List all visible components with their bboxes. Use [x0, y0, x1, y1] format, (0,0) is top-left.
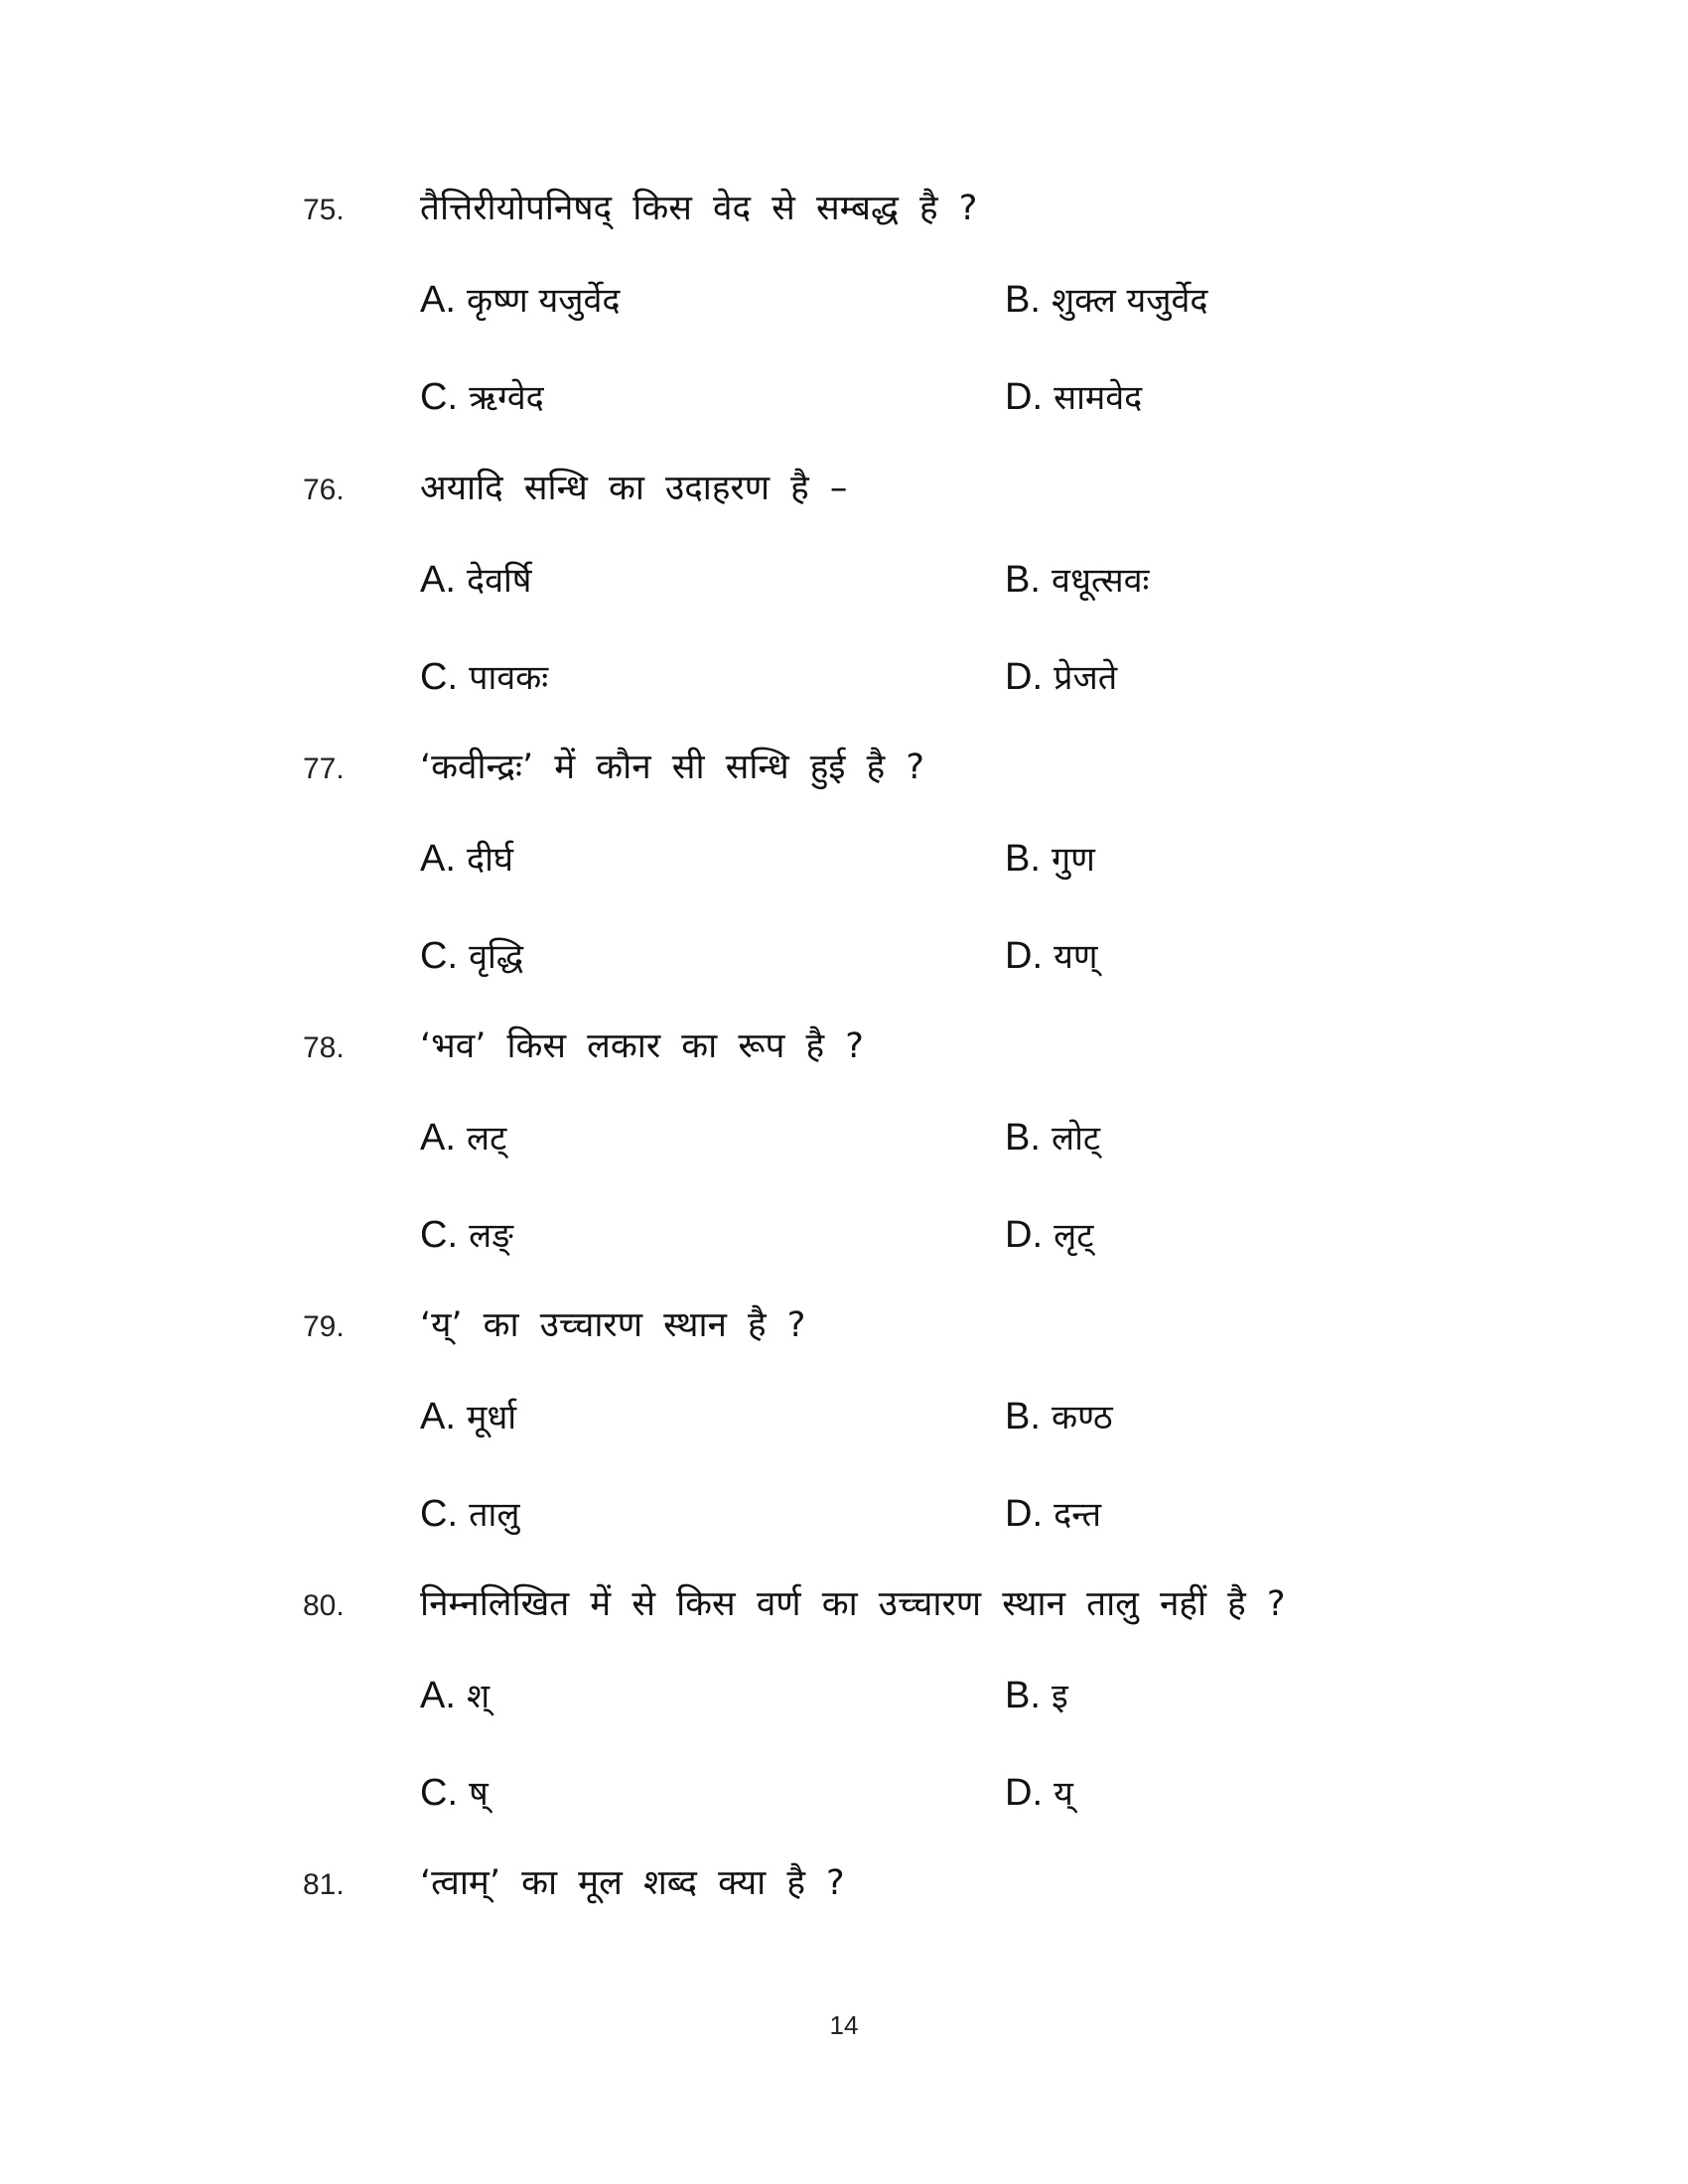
option-d	[1005, 651, 1117, 704]
option-b	[1005, 833, 1095, 886]
option-c	[420, 371, 544, 424]
option-text: श्	[467, 1677, 491, 1716]
option-c	[420, 1209, 513, 1262]
option-b	[1005, 1391, 1113, 1443]
option-letter: B.	[1005, 1117, 1041, 1159]
option-b	[1005, 274, 1207, 327]
option-a	[420, 833, 513, 886]
option-a	[420, 554, 531, 607]
option-text: य्	[1054, 1774, 1073, 1814]
question-number: 77.	[303, 752, 345, 785]
option-text: दन्त	[1054, 1495, 1102, 1535]
option-letter: C.	[420, 1772, 458, 1814]
option-c	[420, 1767, 489, 1820]
option-a	[420, 1112, 506, 1164]
question-text: ‘भव’ किस लकार का रूप है ?	[420, 1026, 864, 1066]
question-number: 81.	[303, 1868, 345, 1901]
option-a	[420, 1391, 516, 1443]
option-letter: C.	[420, 1493, 458, 1535]
option-text: यण्	[1054, 937, 1098, 977]
option-text: गुण	[1052, 840, 1095, 880]
option-letter: C.	[420, 376, 458, 418]
option-b	[1005, 1112, 1100, 1164]
option-d	[1005, 1209, 1093, 1262]
option-a	[420, 274, 620, 327]
option-text: देवर्षि	[467, 561, 532, 601]
option-letter: D.	[1005, 1493, 1043, 1535]
option-text: लोट्	[1052, 1119, 1101, 1159]
option-c	[420, 651, 548, 704]
option-text: दीर्घ	[467, 840, 514, 880]
option-d	[1005, 1767, 1073, 1820]
option-b	[1005, 1670, 1068, 1722]
option-text: लृट्	[1054, 1216, 1094, 1256]
option-text: शुक्ल यजुर्वेद	[1052, 281, 1208, 321]
question-text: तैत्तिरीयोपनिषद् किस वेद से सम्बद्ध है ?	[420, 189, 978, 228]
question-text: ‘य्’ का उच्चारण स्थान है ?	[420, 1305, 806, 1345]
question-text: निम्नलिखित में से किस वर्ण का उच्चारण स्थान तालु नहीं है ?	[420, 1584, 1286, 1624]
question-text: ‘कवीन्द्रः’ में कौन सी सन्धि हुई है ?	[420, 748, 924, 787]
option-letter: D.	[1005, 1214, 1043, 1256]
option-text: ष्	[469, 1774, 489, 1814]
option-letter: B.	[1005, 1675, 1041, 1716]
option-d	[1005, 1488, 1101, 1541]
option-letter: A.	[420, 838, 456, 880]
option-letter: A.	[420, 279, 456, 321]
option-text: पावकः	[469, 658, 549, 698]
option-letter: D.	[1005, 1772, 1043, 1814]
option-text: इ	[1052, 1677, 1068, 1716]
option-b	[1005, 554, 1149, 607]
question-text: ‘त्वाम्’ का मूल शब्द क्या है ?	[420, 1863, 845, 1903]
option-letter: A.	[420, 1117, 456, 1159]
option-letter: A.	[420, 1396, 456, 1437]
option-letter: B.	[1005, 559, 1041, 601]
option-text: लट्	[467, 1119, 507, 1159]
option-letter: B.	[1005, 1396, 1041, 1437]
question-number: 79.	[303, 1310, 345, 1343]
option-c	[420, 930, 523, 983]
option-d	[1005, 371, 1142, 424]
option-text: प्रेजते	[1054, 658, 1118, 698]
question-text: अयादि सन्धि का उदाहरण है –	[420, 469, 848, 508]
option-a	[420, 1670, 490, 1722]
option-text: सामवेद	[1054, 378, 1143, 418]
option-text: मूर्धा	[467, 1398, 517, 1437]
option-c	[420, 1488, 519, 1541]
question-number: 75.	[303, 194, 345, 226]
option-letter: D.	[1005, 376, 1043, 418]
option-text: तालु	[469, 1495, 520, 1535]
option-text: ऋग्वेद	[469, 378, 544, 418]
option-text: वृद्धि	[469, 937, 524, 977]
option-letter: B.	[1005, 838, 1041, 880]
question-number: 78.	[303, 1031, 345, 1064]
option-d	[1005, 930, 1097, 983]
page-number: 14	[829, 2010, 859, 2040]
option-letter: A.	[420, 559, 456, 601]
option-text: लङ्	[469, 1216, 513, 1256]
question-number: 80.	[303, 1589, 345, 1622]
option-letter: D.	[1005, 656, 1043, 698]
option-text: कण्ठ	[1052, 1398, 1113, 1437]
option-letter: C.	[420, 1214, 458, 1256]
question-number: 76.	[303, 474, 345, 506]
option-text: वधूत्सवः	[1052, 561, 1150, 601]
option-letter: C.	[420, 656, 458, 698]
option-letter: C.	[420, 935, 458, 977]
option-letter: A.	[420, 1675, 456, 1716]
option-letter: D.	[1005, 935, 1043, 977]
option-text: कृष्ण यजुर्वेद	[467, 281, 621, 321]
option-letter: B.	[1005, 279, 1041, 321]
